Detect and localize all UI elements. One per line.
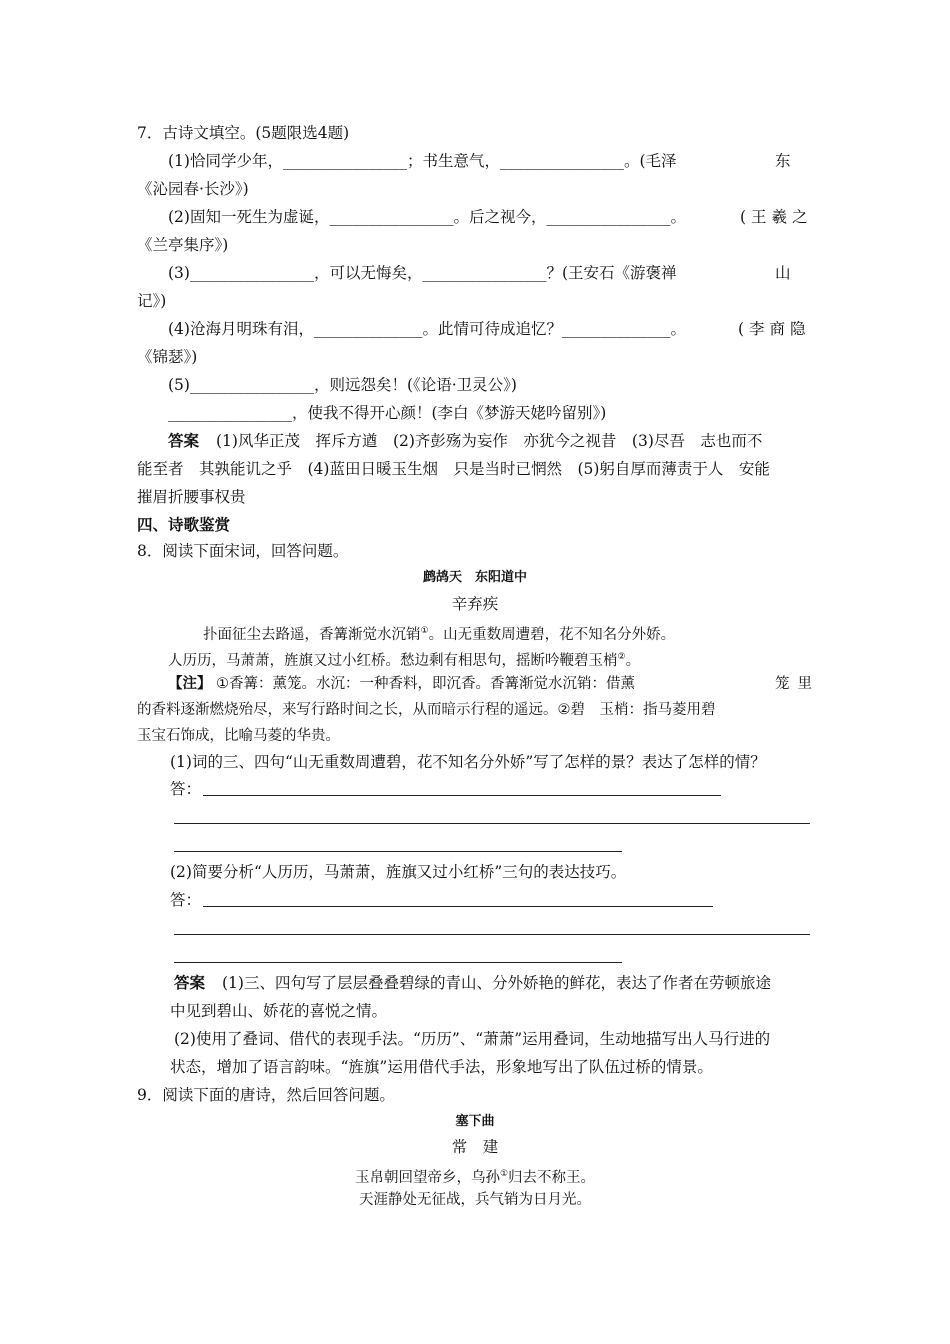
q7-title: 7．古诗文填空。(5题限选4题) bbox=[137, 124, 350, 142]
q7-answer-label: 答案 bbox=[168, 431, 200, 450]
q7-answer-line-2: 能至者 其孰能讥之乎 (4)蓝田日暖玉生烟 只是当时已惘然 (5)躬自厚而薄责于人 安能 bbox=[137, 460, 770, 478]
q8-answer-2-line-2: 状态，增加了语言韵味。“旌旗”运用借代手法，形象地写出了队伍过桥的情景。 bbox=[170, 1058, 713, 1076]
q8-poem-line-1-rest: 。山无重数周遭碧，花不知名分外娇。 bbox=[428, 626, 676, 643]
q7-line-2: 《沁园春·长沙》) bbox=[137, 180, 249, 198]
q7-line-3: (2)固知一死生为虚诞，________________。后之视今，________________。 bbox=[168, 208, 686, 226]
q8-note-line-3: 玉宝石饰成，比喻马菱的华贵。 bbox=[137, 728, 340, 744]
q8-poem-line-1 bbox=[203, 621, 675, 645]
q9-poem-title: 塞下曲 bbox=[455, 1114, 495, 1129]
answer-line[interactable] bbox=[203, 795, 721, 796]
q8-answer-1-line-2: 中见到碧山、娇花的喜悦之情。 bbox=[170, 1002, 388, 1020]
answer-line[interactable] bbox=[174, 934, 810, 935]
q8-poem-line-2 bbox=[168, 647, 640, 671]
q7-line-3-end: (王羲之 bbox=[740, 208, 813, 226]
q9-poem-author: 常 建 bbox=[451, 1138, 499, 1156]
q7-line-5: (3)________________，可以无悔矣，________________？(王安石《游褒禅 bbox=[168, 264, 677, 282]
q8-poem-line-1-text: 扑面征尘去路遥，香篝渐觉水沉销 bbox=[203, 626, 421, 643]
q8-answer-2-line-1: (2)使用了叠词、借代的表现手法。“历历”、“萧萧”运用叠词，生动地描写出人马行进的 bbox=[174, 1030, 771, 1048]
section-heading: 四、诗歌鉴赏 bbox=[137, 515, 231, 534]
q7-line-6: 记》) bbox=[137, 292, 167, 310]
q9-poem-line-1-rest: 归去不称王。 bbox=[508, 1169, 596, 1186]
answer-line[interactable] bbox=[174, 823, 810, 824]
q8-note-label: 【注】 bbox=[168, 676, 212, 692]
q8-title: 8．阅读下面宋词，回答问题。 bbox=[137, 542, 349, 560]
q9-poem-line-1-text: 玉帛朝回望帝乡，乌孙 bbox=[354, 1169, 500, 1186]
q8-sub-question-1: (1)词的三、四句“山无重数周遭碧，花不知名分外娇”写了怎样的景？表达了怎样的情？ bbox=[170, 753, 766, 771]
q8-sub-question-2: (2)简要分析“人历历，马萧萧，旌旗又过小红桥”三句的表达技巧。 bbox=[170, 863, 627, 881]
q7-line-4: 《兰亭集序》) bbox=[137, 236, 229, 254]
q7-line-10: ________________，使我不得开心颜！(李白《梦游天姥吟留别》) bbox=[168, 404, 607, 422]
q8-poem-line-2-rest: 。 bbox=[625, 652, 641, 669]
q8-answer-prompt-1: 答： bbox=[170, 780, 202, 798]
footnote-marker-2: ② bbox=[617, 652, 626, 662]
q7-line-8: 《锦瑟》) bbox=[137, 348, 198, 366]
q8-note-line-1-end: 笼里 bbox=[775, 676, 820, 692]
q7-line-1-end: 东 bbox=[775, 152, 791, 170]
q7-line-5-end: 山 bbox=[775, 264, 791, 282]
q8-note-line-1: ①香篝：薰笼。水沉：一种香料，即沉香。香篝渐觉水沉销：借薰 bbox=[216, 676, 635, 692]
q7-answer-line-3: 摧眉折腰事权贵 bbox=[137, 488, 246, 506]
q7-line-7-end: (李商隐 bbox=[738, 320, 811, 338]
q9-poem-line-2: 天涯静处无征战，兵气销为日月光。 bbox=[359, 1192, 591, 1208]
q7-line-1: (1)恰同学少年，________________；书生意气，________________。(毛泽 bbox=[168, 152, 677, 170]
footnote-marker-1: ① bbox=[420, 626, 429, 636]
q8-poem-author: 辛弃疾 bbox=[451, 595, 499, 613]
answer-line[interactable] bbox=[174, 962, 622, 963]
q7-answer-line-1: (1)风华正茂 挥斥方遒 (2)齐彭殇为妄作 亦犹今之视昔 (3)尽吾 志也而不 bbox=[216, 432, 763, 450]
q8-answer-label: 答案 bbox=[174, 973, 206, 992]
footnote-marker-1: ① bbox=[499, 1169, 509, 1179]
q7-line-7: (4)沧海月明珠有泪，______________。此情可待成追忆？______________。 bbox=[168, 320, 686, 338]
q9-poem-line-1 bbox=[0, 1164, 950, 1188]
answer-line[interactable] bbox=[174, 851, 622, 852]
q8-poem-line-2-text: 人历历，马萧萧，旌旗又过小红桥。愁边剩有相思句，摇断吟鞭碧玉梢 bbox=[168, 652, 618, 669]
answer-line[interactable] bbox=[203, 906, 713, 907]
q8-note-line-2: 的香料逐渐燃烧殆尽，来写行路时间之长，从而暗示行程的遥远。②碧 玉梢：指马菱用碧 bbox=[137, 702, 716, 718]
q8-poem-title: 鹧鸪天 东阳道中 bbox=[422, 570, 527, 585]
q7-line-9: (5)________________，则远怨矣！(《论语·卫灵公》) bbox=[168, 376, 517, 394]
q9-title: 9．阅读下面的唐诗，然后回答问题。 bbox=[137, 1086, 395, 1104]
q8-answer-prompt-2: 答： bbox=[170, 891, 202, 909]
q8-answer-1-line-1: (1)三、四句写了层层叠叠碧绿的青山、分外娇艳的鲜花，表达了作者在劳顿旅途 bbox=[222, 974, 771, 992]
